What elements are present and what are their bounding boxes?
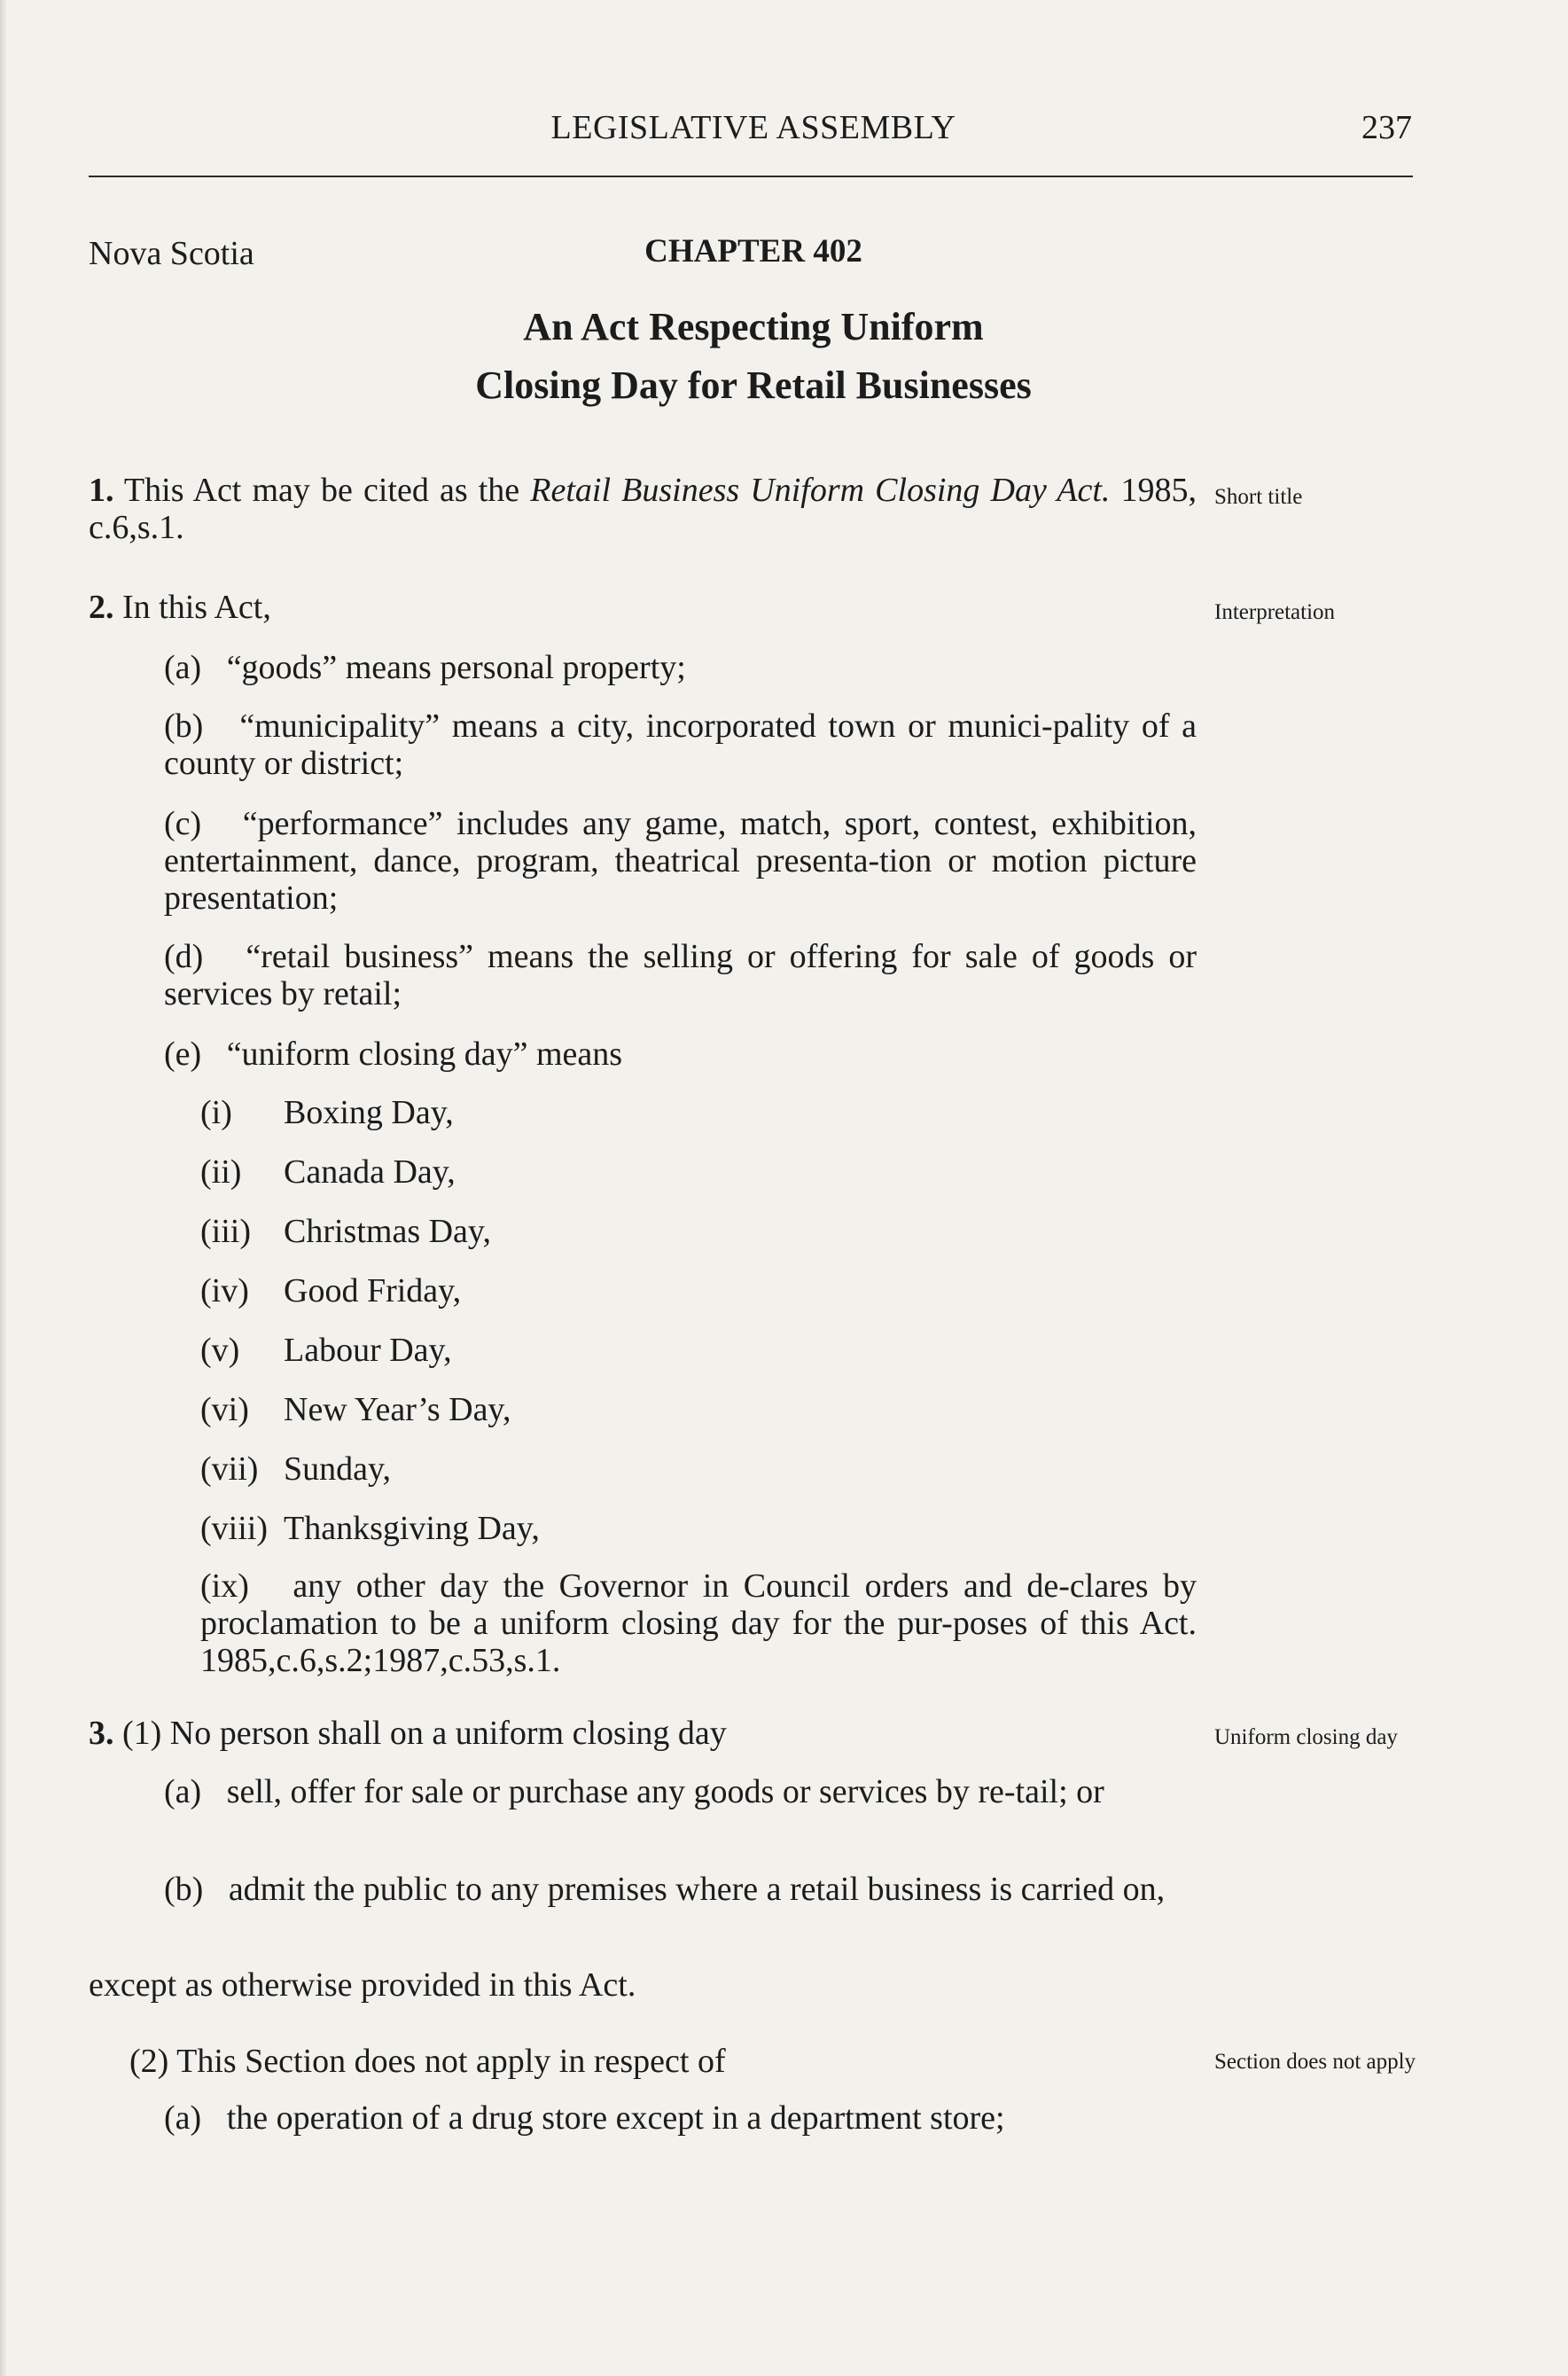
day-item-vii [200, 1450, 1197, 1488]
section-3-sub1-intro: (1) No person shall on a uniform closing day [113, 1715, 727, 1752]
margin-note-interpretation: Interpretation [1214, 600, 1336, 624]
page-number: 237 [1361, 109, 1412, 146]
clause-2e-text: “uniform closing day” means [226, 1036, 623, 1073]
clause-3-1b-label: (b) [164, 1871, 204, 1908]
day-item-v-text: Labour Day, [284, 1332, 452, 1369]
clause-2a [164, 649, 1197, 686]
day-item-vii-label: (vii) [200, 1450, 259, 1488]
province-label: Nova Scotia [89, 235, 254, 272]
day-item-vii-text: Sunday, [284, 1450, 392, 1488]
clause-3-2a [164, 2099, 1197, 2137]
day-item-iv-text: Good Friday, [284, 1272, 462, 1309]
clause-3-2a-text: the operation of a drug store except in a department store; [226, 2099, 1005, 2137]
clause-2c [164, 805, 1197, 917]
section-1-short-title: Retail Business Uniform Closing Day Act. [530, 472, 1111, 509]
section-3-number: 3. [89, 1715, 114, 1752]
clause-2d-text: “retail business” means the selling or offering for sale of goods or services by retail; [164, 938, 1197, 1012]
chapter-number: CHAPTER 402 [644, 233, 862, 270]
section-2-number: 2. [89, 589, 114, 626]
section-2-intro [89, 589, 1197, 626]
clause-3-1a [164, 1773, 1197, 1810]
section-1-citation: 1985, c.6,s.1. [89, 472, 1197, 546]
day-item-ii-label: (ii) [200, 1153, 242, 1191]
day-item-iii-text: Christmas Day, [284, 1213, 491, 1250]
day-item-vi-label: (vi) [200, 1391, 249, 1428]
section-3-except-text: except as otherwise provided in this Act. [89, 1966, 636, 2004]
section-1-number: 1. [89, 472, 114, 509]
day-item-v [200, 1332, 1197, 1369]
clause-2b-text: “municipality” means a city, incorporated town or munici-pality of a county or district; [164, 707, 1197, 782]
day-item-ix-text: any other day the Governor in Council orders and de-clares by proclamation to be a uniform closing day for the pur-poses of this Act. 1985,c.6,s.2;1987,c.53,s.1. [200, 1567, 1197, 1679]
day-item-viii-label: (viii) [200, 1510, 268, 1547]
clause-2a-text: “goods” means personal property; [226, 649, 686, 686]
clause-2c-text: “performance” includes any game, match, sport, contest, exhibition, entertainment, dance, program, theatrical presenta-tion or motion picture presentation; [164, 805, 1197, 917]
clause-2b-label: (b) [164, 707, 204, 745]
clause-2a-label: (a) [164, 649, 202, 686]
section-3-sub2-intro: (2) This Section does not apply in respect of [129, 2043, 726, 2080]
day-item-viii [200, 1510, 1197, 1547]
clause-3-1b [164, 1871, 1197, 1908]
margin-note-uniform-closing-day: Uniform closing day [1214, 1725, 1398, 1749]
act-title [0, 298, 1507, 415]
clause-3-2a-label: (a) [164, 2099, 202, 2137]
header-rule [89, 176, 1413, 177]
day-item-iii [200, 1213, 1197, 1250]
day-item-vi-text: New Year’s Day, [284, 1391, 511, 1428]
clause-2e [164, 1036, 1197, 1073]
section-1-text-before: This Act may be cited as the [113, 472, 531, 509]
act-title-line-2: Closing Day for Retail Businesses [475, 363, 1032, 407]
day-item-ix-label: (ix) [200, 1567, 249, 1605]
day-item-ii-text: Canada Day, [284, 1153, 456, 1191]
day-item-iii-label: (iii) [200, 1213, 251, 1250]
clause-2c-label: (c) [164, 805, 202, 842]
day-item-ii [200, 1153, 1197, 1191]
section-2-intro-text: In this Act, [113, 589, 271, 626]
day-item-iv [200, 1272, 1197, 1309]
day-item-iv-label: (iv) [200, 1272, 249, 1309]
clause-2b [164, 707, 1197, 782]
clause-3-1b-text: admit the public to any premises where a retail business is carried on, [228, 1871, 1166, 1908]
section-3-intro [89, 1715, 1197, 1752]
act-title-line-1: An Act Respecting Uniform [523, 305, 984, 348]
day-item-vi [200, 1391, 1197, 1428]
day-item-i-text: Boxing Day, [284, 1094, 454, 1131]
day-item-v-label: (v) [200, 1332, 240, 1369]
clause-2d-label: (d) [164, 938, 204, 975]
running-head: LEGISLATIVE ASSEMBLY [550, 109, 956, 146]
day-item-ix [200, 1567, 1197, 1679]
clause-3-1a-label: (a) [164, 1773, 202, 1810]
day-item-viii-text: Thanksgiving Day, [284, 1510, 540, 1547]
margin-note-section-does-not-apply: Section does not apply [1214, 2050, 1416, 2074]
day-item-i-label: (i) [200, 1094, 232, 1131]
clause-2e-label: (e) [164, 1036, 202, 1073]
clause-2d [164, 938, 1197, 1012]
clause-3-1a-text: sell, offer for sale or purchase any goods or services by re-tail; or [226, 1773, 1104, 1810]
section-1 [89, 472, 1197, 546]
day-item-i [200, 1094, 1197, 1131]
margin-note-short-title: Short title [1214, 485, 1303, 509]
